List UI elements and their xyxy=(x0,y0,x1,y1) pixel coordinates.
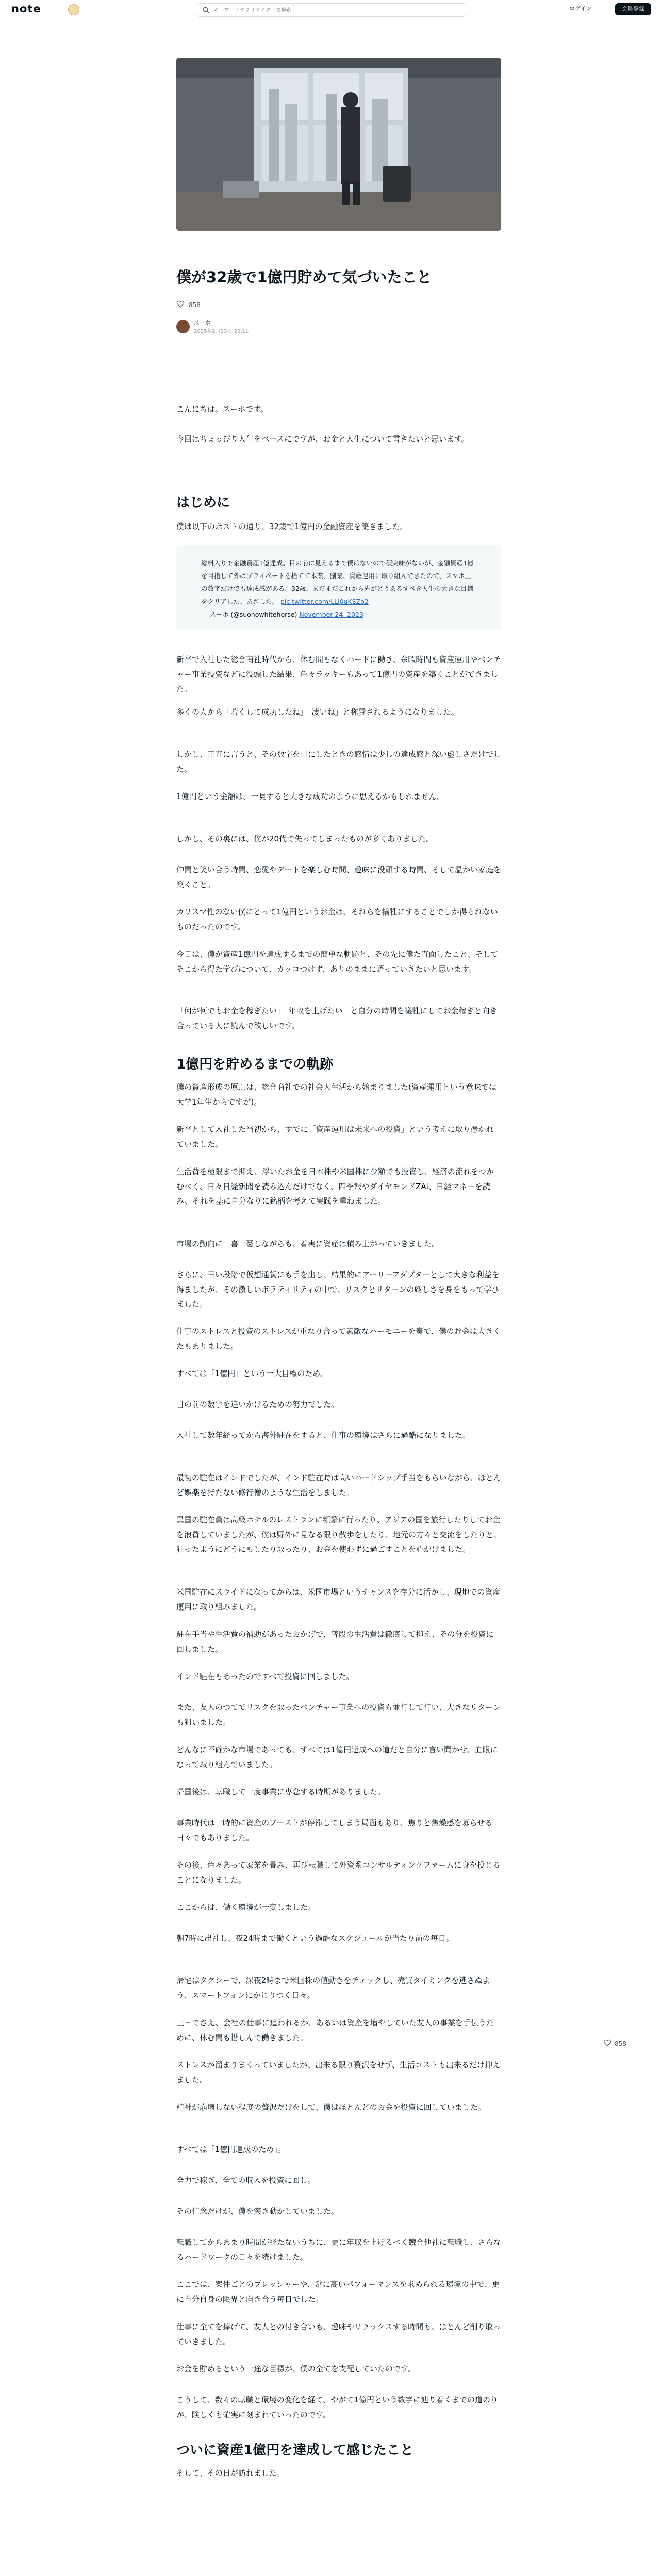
paragraph: どんなに不確かな市場であっても、すべては1億円達成への道だと自分に言い聞かせ、血眼になって取り組んでいました。 xyxy=(176,1745,498,1769)
like-area xyxy=(176,300,201,309)
paragraph: インド駐在もあったのですべて投資に回しました。 xyxy=(176,1672,354,1681)
paragraph: その後、色々あって家業を畳み、再び転職して外資系コンサルティングファームに身を投じることになりました。 xyxy=(176,1860,501,1885)
paragraph: 転職してからあまり時間が経たないうちに、更に年収を上げるべく競合他社に転職し、さらなるハードワークの日々を続けました。 xyxy=(176,2238,502,2262)
paragraph: お金を貯めるという一途な目標が、僕の全てを支配していたのです。 xyxy=(176,2364,416,2374)
paragraph: さらに、早い段階で仮想通貨にも手を出し、結果的にアーリーアダプターとして大きな利益を得ましたが、その激しいボラティリティの中で、リスクとリターンの厳しさを身をもって学びました。 xyxy=(176,1270,500,1309)
floating-like[interactable] xyxy=(603,2039,626,2048)
section-heading: ついに資産1億円を達成して感じたこと xyxy=(176,2443,414,2458)
mascot-icon[interactable] xyxy=(68,4,79,15)
paragraph: 異国の駐在員は高級ホテルのレストランに頻繁に行ったり、アジアの国を旅行したりしてお金を浪費していましたが、僕は野外に見なる限り散歩をしたり、地元の方々と交流をしたりと、狂ったようにどうにもしたり取ったり、お金を使わずに過ごすことを心がけました。 xyxy=(176,1515,502,1554)
post-date: 2025年2月23日 22:11 xyxy=(194,329,249,334)
note-logo[interactable]: note xyxy=(11,3,41,15)
heart-icon[interactable] xyxy=(176,300,185,309)
paragraph: ここからは、働く環境が一変しました。 xyxy=(176,1903,316,1912)
site-header xyxy=(0,0,662,20)
paragraph: 事業時代は一時的に資産のブーストが停滞してしまう局面もあり、焦りと焦燥感を募らせる日々でもありました。 xyxy=(176,1818,493,1842)
tweet-image-link[interactable]: pic.twitter.com/LLi0uKSZo2 xyxy=(280,598,369,605)
paragraph: 目の前の数字を追いかけるための努力でした。 xyxy=(176,1400,339,1409)
paragraph: 僕は以下のポストの通り、32歳で1億円の金融資産を築きました。 xyxy=(176,522,408,531)
search-icon xyxy=(203,6,209,15)
signup-button[interactable]: 会員登録 xyxy=(615,3,651,15)
paragraph: 市場の動向に一喜一憂しながらも、着実に資産は積み上がっていきました。 xyxy=(176,1239,440,1248)
embedded-tweet xyxy=(176,545,501,630)
author-info[interactable] xyxy=(176,318,249,334)
paragraph: 新卒として入社した当初から、すでに「資産運用は未来への投資」という考えに取り憑かれていました。 xyxy=(176,1125,494,1149)
paragraph: 米国駐在にスライドになってからは、米国市場というチャンスを存分に活かし、現地での資産運用に取り組みました。 xyxy=(176,1587,501,1612)
paragraph: 全力で稼ぎ、全ての収入を投資に回し。 xyxy=(176,2176,316,2185)
paragraph: 「何が何でもお金を稼ぎたい」「年収を上げたい」と自分の時間を犠牲にしてお金稼ぎと向き合っている人に読んで欲しいです。 xyxy=(176,1006,498,1030)
paragraph: その信念だけが、僕を突き動かしていました。 xyxy=(176,2207,339,2216)
paragraph: 入社して数年経ってから海外駐在をすると、仕事の環境はさらに過酷になりました。 xyxy=(176,1431,471,1440)
paragraph: 今回はちょっぴり人生をベースにですが、お金と人生について書きたいと思います。 xyxy=(176,434,469,444)
tweet-signature xyxy=(201,608,476,621)
paragraph: 新卒で入社した総合商社時代から、休む間もなくハードに働き、余暇時間も資産運用やベンチャー事業投資などに没頭した結果、色々ラッキーもあって1億円の資産を築くことができました。 xyxy=(176,655,501,693)
tweet-author: — スーホ (@suohowhitehorse) xyxy=(201,611,300,618)
paragraph: ここでは、案件ごとのプレッシャーや、常に高いパフォーマンスを求められる環境の中で、更に自分自身の限界と向き合う毎日でした。 xyxy=(176,2280,500,2304)
paragraph: すべては「1億円」という一大目標のため。 xyxy=(176,1369,328,1378)
paragraph: しかし、正直に言うと、その数字を目にしたときの感情は少しの達成感と深い虚しさだけでした。 xyxy=(176,750,502,774)
article-title: 僕が32歳で1億円貯めて気づいたこと xyxy=(176,268,432,286)
paragraph: こうして、数々の転職と環境の変化を経て、やがて1億円という数字に辿り着くまでの道のりが、険しくも確実に刻まれていったのです。 xyxy=(176,2395,498,2419)
section-heading: 1億円を貯めるまでの軌跡 xyxy=(176,1057,334,1072)
login-link[interactable]: ログイン xyxy=(569,5,592,12)
floating-like-count[interactable]: 858 xyxy=(615,2040,626,2047)
paragraph: 生活費を極限まで抑え、浮いたお金を日本株や米国株に少額でも投資し、経済の流れをつかむべく、日々日経新聞を読み込んだけでなく、四季報やダイヤモンドZAi、日経マネーを読み、それを基に自分なりに銘柄を考えて実践を重ねました。 xyxy=(176,1167,494,1206)
paragraph: 帰宅はタクシーで、深夜2時まで米国株の値動きをチェックし、売買タイミングを逃さぬよう、スマートフォンにかじりつく日々。 xyxy=(176,1976,490,2000)
author-name[interactable]: スーホ xyxy=(194,319,211,326)
paragraph: 仲間と笑い合う時間、恋愛やデートを楽しむ時間、趣味に没頭する時間、そして温かい家庭を築くこと。 xyxy=(176,865,502,889)
paragraph: 精神が崩壊しない程度の贅沢だけをして、僕はほとんどのお金を投資に回していました。 xyxy=(176,2103,486,2112)
paragraph: ストレスが溜まりまくっていましたが、出来る限り贅沢をせず、生活コストも出来るだけ抑えました。 xyxy=(176,2060,501,2084)
section-heading: はじめに xyxy=(176,495,230,511)
paragraph: 今日は、僕が資産1億円を達成するまでの簡単な軌跡と、その先に僕た直面したこと、そしてそこから得た学びについて、カッコつけず、ありのままに語っていきたいと思います。 xyxy=(176,950,499,974)
paragraph: 駐在手当や生活費の補助があったおかげで、普段の生活費は徹底して抑え、その分を投資に回しました。 xyxy=(176,1630,494,1654)
paragraph: 土日でさえ、会社の仕事に追われるか、あるいは資産を増やしていた友人の事業を手伝うために、休む間も惜しんで働きました。 xyxy=(176,2018,494,2042)
paragraph: しかし、その裏には、僕が20代で失ってしまったものが多くありました。 xyxy=(176,834,434,843)
paragraph: カリスマ性のない僕にとって1億円というお金は、それらを犠牲にすることでしか得られないものだったのです。 xyxy=(176,907,498,931)
paragraph: 仕事に全てを捧げて、友人との付き合いも、趣味やリラックスする時間も、ほとんど削り取っていきました。 xyxy=(176,2322,501,2346)
paragraph: また、友人のつてでリスクを取ったベンチャー事業への投資も並行して行い、大きなリターンも狙いました。 xyxy=(176,1703,501,1727)
paragraph: そして、その日が訪れました。 xyxy=(176,2468,285,2478)
search-input[interactable] xyxy=(213,5,462,15)
paragraph: 多くの人から「若くして成功したね」「凄いね」と称賛されるようになりました。 xyxy=(176,707,459,717)
hero-image xyxy=(176,58,501,231)
paragraph: 最初の駐在はインドでしたが、インド駐在時は高いハードシップ手当をもらいながら、ほとんど娯楽を持たない修行僧のような生活をしました。 xyxy=(176,1473,501,1497)
search-bar[interactable] xyxy=(197,3,466,17)
like-count[interactable]: 858 xyxy=(189,301,201,309)
paragraph: こんにちは。スーホです。 xyxy=(176,404,269,414)
tweet-text: 総料入りで金融資産1億達成。目の前に見えるまで僕はないので積実味がないが、金融資産1億を目指して外はプライベートを捨てて本業、副業、資産運用に取り組んできたので、スマホ上の数字だけでも達成感がある。32歳、まだまだこれから先がどうあるすべき人生の大きな目標をクリアした。あざした。 pic.twitter.com/LLi0uKSZo2 xyxy=(201,559,474,605)
paragraph: 帰国後は、転職して一度事業に専念する時期がありました。 xyxy=(176,1787,386,1797)
paragraph: すべては「1億円達成のため」。 xyxy=(176,2145,286,2154)
heart-icon[interactable] xyxy=(603,2039,611,2048)
tweet-date-link[interactable]: November 24, 2023 xyxy=(299,611,363,618)
paragraph: 1億円という金額は、一見すると大きな成功のように思えるかもしれません。 xyxy=(176,792,445,801)
avatar[interactable] xyxy=(176,320,190,333)
paragraph: 朝7時に出社し、夜24時まで働くという過酷なスケジュールが当たり前の毎日。 xyxy=(176,1934,454,1943)
paragraph: 仕事のストレスと投資のストレスが重なり合って素敵なハーモニーを奏で、僕の貯金は大きくたもありました。 xyxy=(176,1327,501,1351)
paragraph: 僕の資産形成の原点は、総合商社での社会人生活から始まりました(資産運用という意味では大学1年生からですが)。 xyxy=(176,1082,496,1107)
